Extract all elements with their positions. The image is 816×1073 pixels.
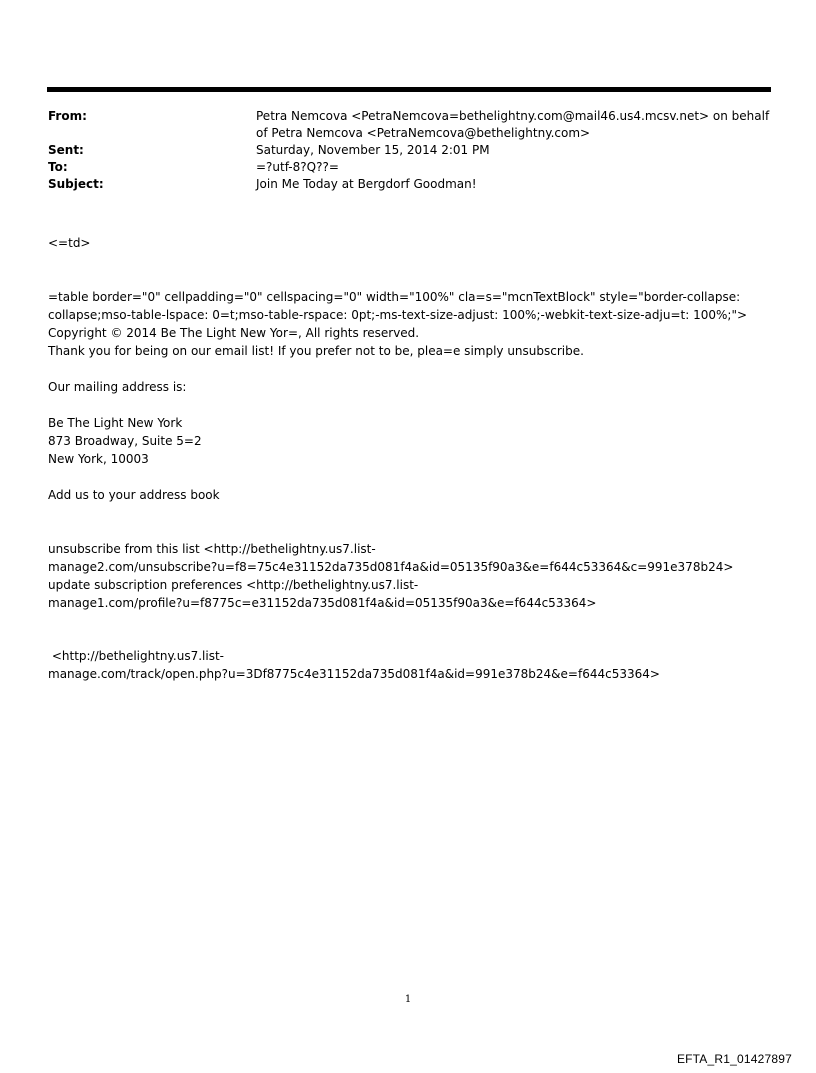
- page-number: 1: [404, 994, 412, 1005]
- update-preferences-link-line2[interactable]: manage1.com/profile?u=f8775c=e31152da735d081f4a&id=05135f90a3&e=f644c53364>: [48, 596, 597, 610]
- to-label: To:: [48, 160, 68, 174]
- td-tag-text: <=td>: [48, 236, 91, 250]
- sent-label: Sent:: [48, 143, 84, 157]
- subject-label: Subject:: [48, 177, 104, 191]
- thanks-text: Thank you for being on our email list! If you prefer not to be, plea=e simply unsubscribe.: [48, 344, 584, 358]
- sent-row: [48, 142, 772, 159]
- address-line-1: Be The Light New York: [48, 416, 183, 430]
- from-value-line1: Petra Nemcova <PetraNemcova=bethelightny.com@mail46.us4.mcsv.net> on behalf: [256, 109, 770, 123]
- from-value-line2: of Petra Nemcova <PetraNemcova@bethelightny.com>: [256, 126, 591, 140]
- update-preferences-link-line1[interactable]: update subscription preferences <http://bethelightny.us7.list-: [48, 578, 419, 592]
- copyright-text: Copyright © 2014 Be The Light New Yor=, All rights reserved.: [48, 326, 420, 340]
- header-divider: [47, 87, 771, 92]
- address-line-2: 873 Broadway, Suite 5=2: [48, 434, 202, 448]
- tracking-link-line1[interactable]: <http://bethelightny.us7.list-: [48, 649, 225, 663]
- unsubscribe-link-line1[interactable]: unsubscribe from this list <http://bethelightny.us7.list-: [48, 542, 376, 556]
- table-markup-line2: collapse;mso-table-lspace: 0=t;mso-table-rspace: 0pt;-ms-text-size-adjust: 100%;-webkit-text-size-adju=t: 100%;">: [48, 308, 748, 322]
- sent-value: Saturday, November 15, 2014 2:01 PM: [256, 143, 490, 157]
- from-row: [48, 108, 772, 142]
- address-book-link[interactable]: Add us to your address book: [48, 488, 220, 502]
- subject-row: [48, 176, 772, 193]
- subject-value: Join Me Today at Bergdorf Goodman!: [256, 177, 477, 191]
- to-row: [48, 159, 772, 176]
- unsubscribe-link-line2[interactable]: manage2.com/unsubscribe?u=f8=75c4e31152da735d081f4a&id=05135f90a3&e=f644c53364&c=991e378b24>: [48, 560, 734, 574]
- tracking-link-line2[interactable]: manage.com/track/open.php?u=3Df8775c4e31152da735d081f4a&id=991e378b24&e=f644c53364>: [48, 667, 660, 681]
- table-markup-line1: =table border="0" cellpadding="0" cellspacing="0" width="100%" cla=s="mcnTextBlock" style="border-collapse:: [48, 290, 741, 304]
- document-id: EFTA_R1_01427897: [676, 1052, 792, 1066]
- email-body: [48, 234, 778, 683]
- mailing-address-heading: Our mailing address is:: [48, 380, 187, 394]
- email-header: [48, 108, 772, 193]
- from-label: From:: [48, 109, 87, 123]
- to-value: =?utf-8?Q??=: [256, 160, 339, 174]
- address-line-3: New York, 10003: [48, 452, 149, 466]
- from-value: [256, 108, 772, 142]
